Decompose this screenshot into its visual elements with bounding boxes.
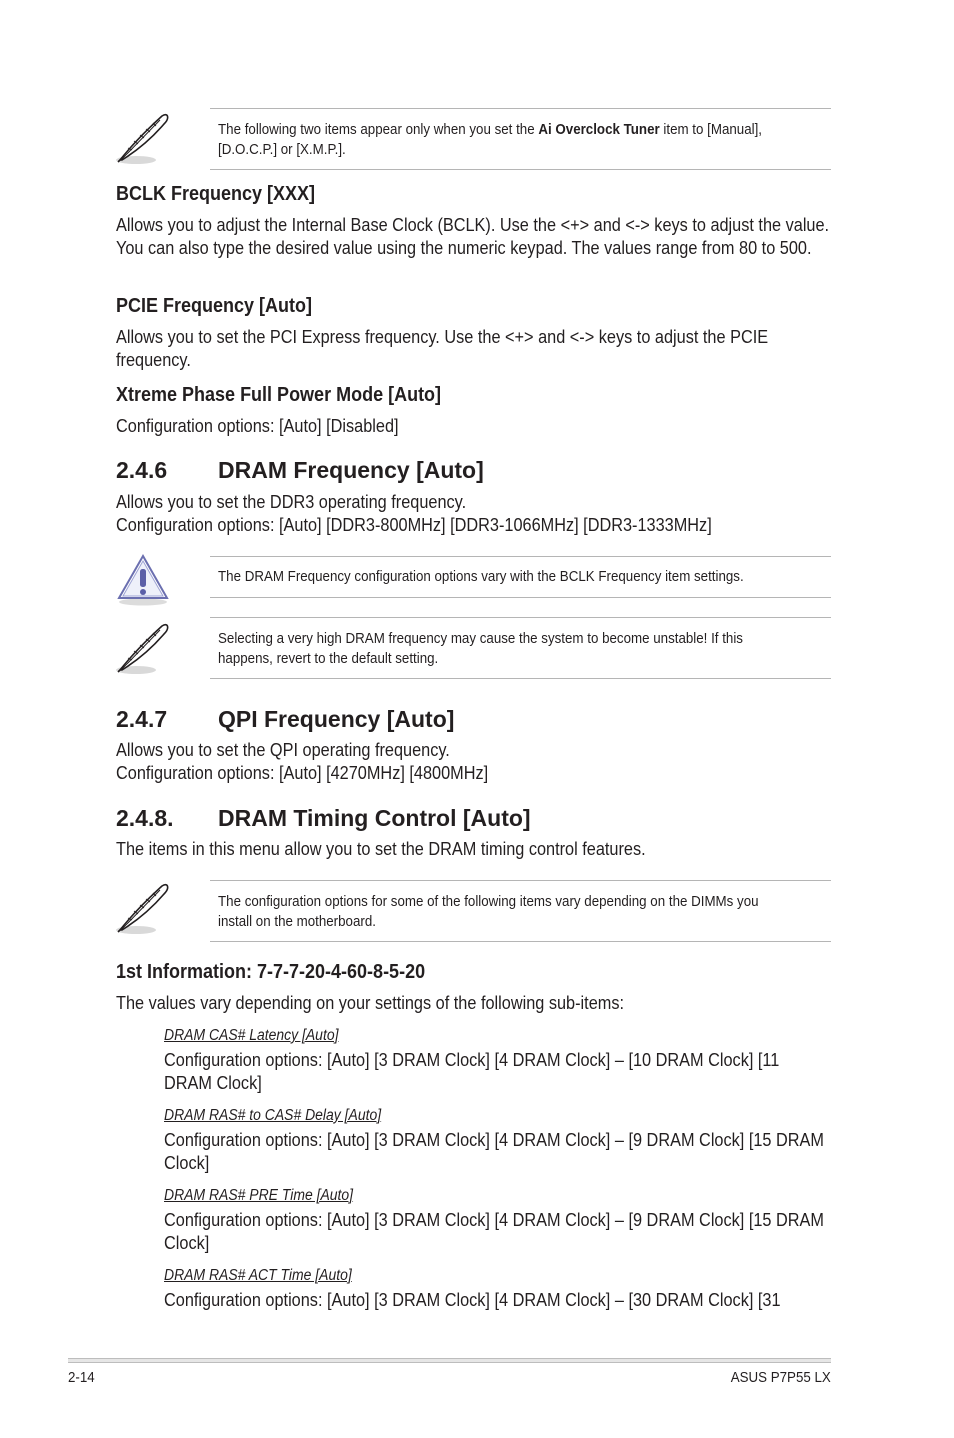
section-title: QPI Frequency [Auto] <box>218 706 455 732</box>
note-pen-icon <box>114 880 172 936</box>
s246-line2: Configuration options: [Auto] [DDR3-800MHz] [DDR3-1066MHz] [DDR3-1333MHz] <box>116 515 712 535</box>
footer-rule <box>68 1358 831 1363</box>
section-2-4-6-heading <box>116 456 816 484</box>
bclk-heading: BCLK Frequency [XXX] <box>116 183 316 205</box>
pcie-heading: PCIE Frequency [Auto] <box>116 295 313 317</box>
xtreme-heading: Xtreme Phase Full Power Mode [Auto] <box>116 384 442 406</box>
s246-line1: Allows you to set the DDR3 operating frequency. <box>116 492 467 512</box>
page-number: 2-14 <box>68 1370 95 1386</box>
note-text: The configuration options for some of the following items vary depending on the DIMMs you install on the motherboard. <box>218 894 759 930</box>
caution-text: The DRAM Frequency configuration options vary with the BCLK Frequency item settings. <box>218 569 744 585</box>
s247-line1: Allows you to set the QPI operating frequency. <box>116 740 450 760</box>
section-title: DRAM Frequency [Auto] <box>218 457 484 483</box>
note-text: The following two items appear only when you set the Ai Overclock Tuner item to [Manual], [D.O.C.P.] or [X.M.P.]. <box>218 122 763 158</box>
sub-item-body: Configuration options: [Auto] [3 DRAM Clock] [4 DRAM Clock] – [10 DRAM Clock] [11 DRAM Clock] <box>164 1050 780 1093</box>
note-pen-icon <box>114 620 172 676</box>
sub-item-label: DRAM CAS# Latency [Auto] <box>164 1027 339 1044</box>
first-info-body: The values vary depending on your settings of the following sub-items: <box>116 993 625 1013</box>
xtreme-body: Configuration options: [Auto] [Disabled] <box>116 416 399 436</box>
bclk-body: Allows you to adjust the Internal Base Clock (BCLK). Use the <+> and <-> keys to adjust the value. You can also type the desired value using the numeric keypad. The values range from 80 to 500. <box>116 215 830 258</box>
note-box <box>210 880 831 942</box>
s247-line2: Configuration options: [Auto] [4270MHz] [4800MHz] <box>116 763 489 783</box>
section-title: DRAM Timing Control [Auto] <box>218 805 531 831</box>
sub-item-label: DRAM RAS# PRE Time [Auto] <box>164 1187 354 1204</box>
note-text: Selecting a very high DRAM frequency may cause the system to become unstable! If this happens, revert to the default setting. <box>218 631 743 667</box>
section-number: 2.4.8. <box>116 805 174 831</box>
caution-triangle-icon <box>114 552 172 608</box>
note-box <box>210 617 831 679</box>
sub-item-body: Configuration options: [Auto] [3 DRAM Clock] [4 DRAM Clock] – [9 DRAM Clock] [15 DRAM Clock] <box>164 1130 824 1173</box>
section-number: 2.4.6 <box>116 457 168 483</box>
note-pen-icon <box>114 110 172 166</box>
sub-item-label: DRAM RAS# ACT Time [Auto] <box>164 1267 352 1284</box>
sub-item-body: Configuration options: [Auto] [3 DRAM Clock] [4 DRAM Clock] – [30 DRAM Clock] [31 <box>164 1290 781 1310</box>
note-box <box>210 108 831 170</box>
section-2-4-7-heading <box>116 705 816 733</box>
section-number: 2.4.7 <box>116 706 168 732</box>
s248-body: The items in this menu allow you to set the DRAM timing control features. <box>116 839 646 859</box>
pcie-body: Allows you to set the PCI Express frequency. Use the <+> and <-> keys to adjust the PCIE frequency. <box>116 327 769 370</box>
caution-box <box>210 556 831 598</box>
section-2-4-8-heading <box>116 804 816 832</box>
sub-item-label: DRAM RAS# to CAS# Delay [Auto] <box>164 1107 382 1124</box>
sub-item-body: Configuration options: [Auto] [3 DRAM Clock] [4 DRAM Clock] – [9 DRAM Clock] [15 DRAM Clock] <box>164 1210 824 1253</box>
first-info-heading: 1st Information: 7-7-7-20-4-60-8-5-20 <box>116 961 426 983</box>
product-name: ASUS P7P55 LX <box>730 1370 831 1386</box>
